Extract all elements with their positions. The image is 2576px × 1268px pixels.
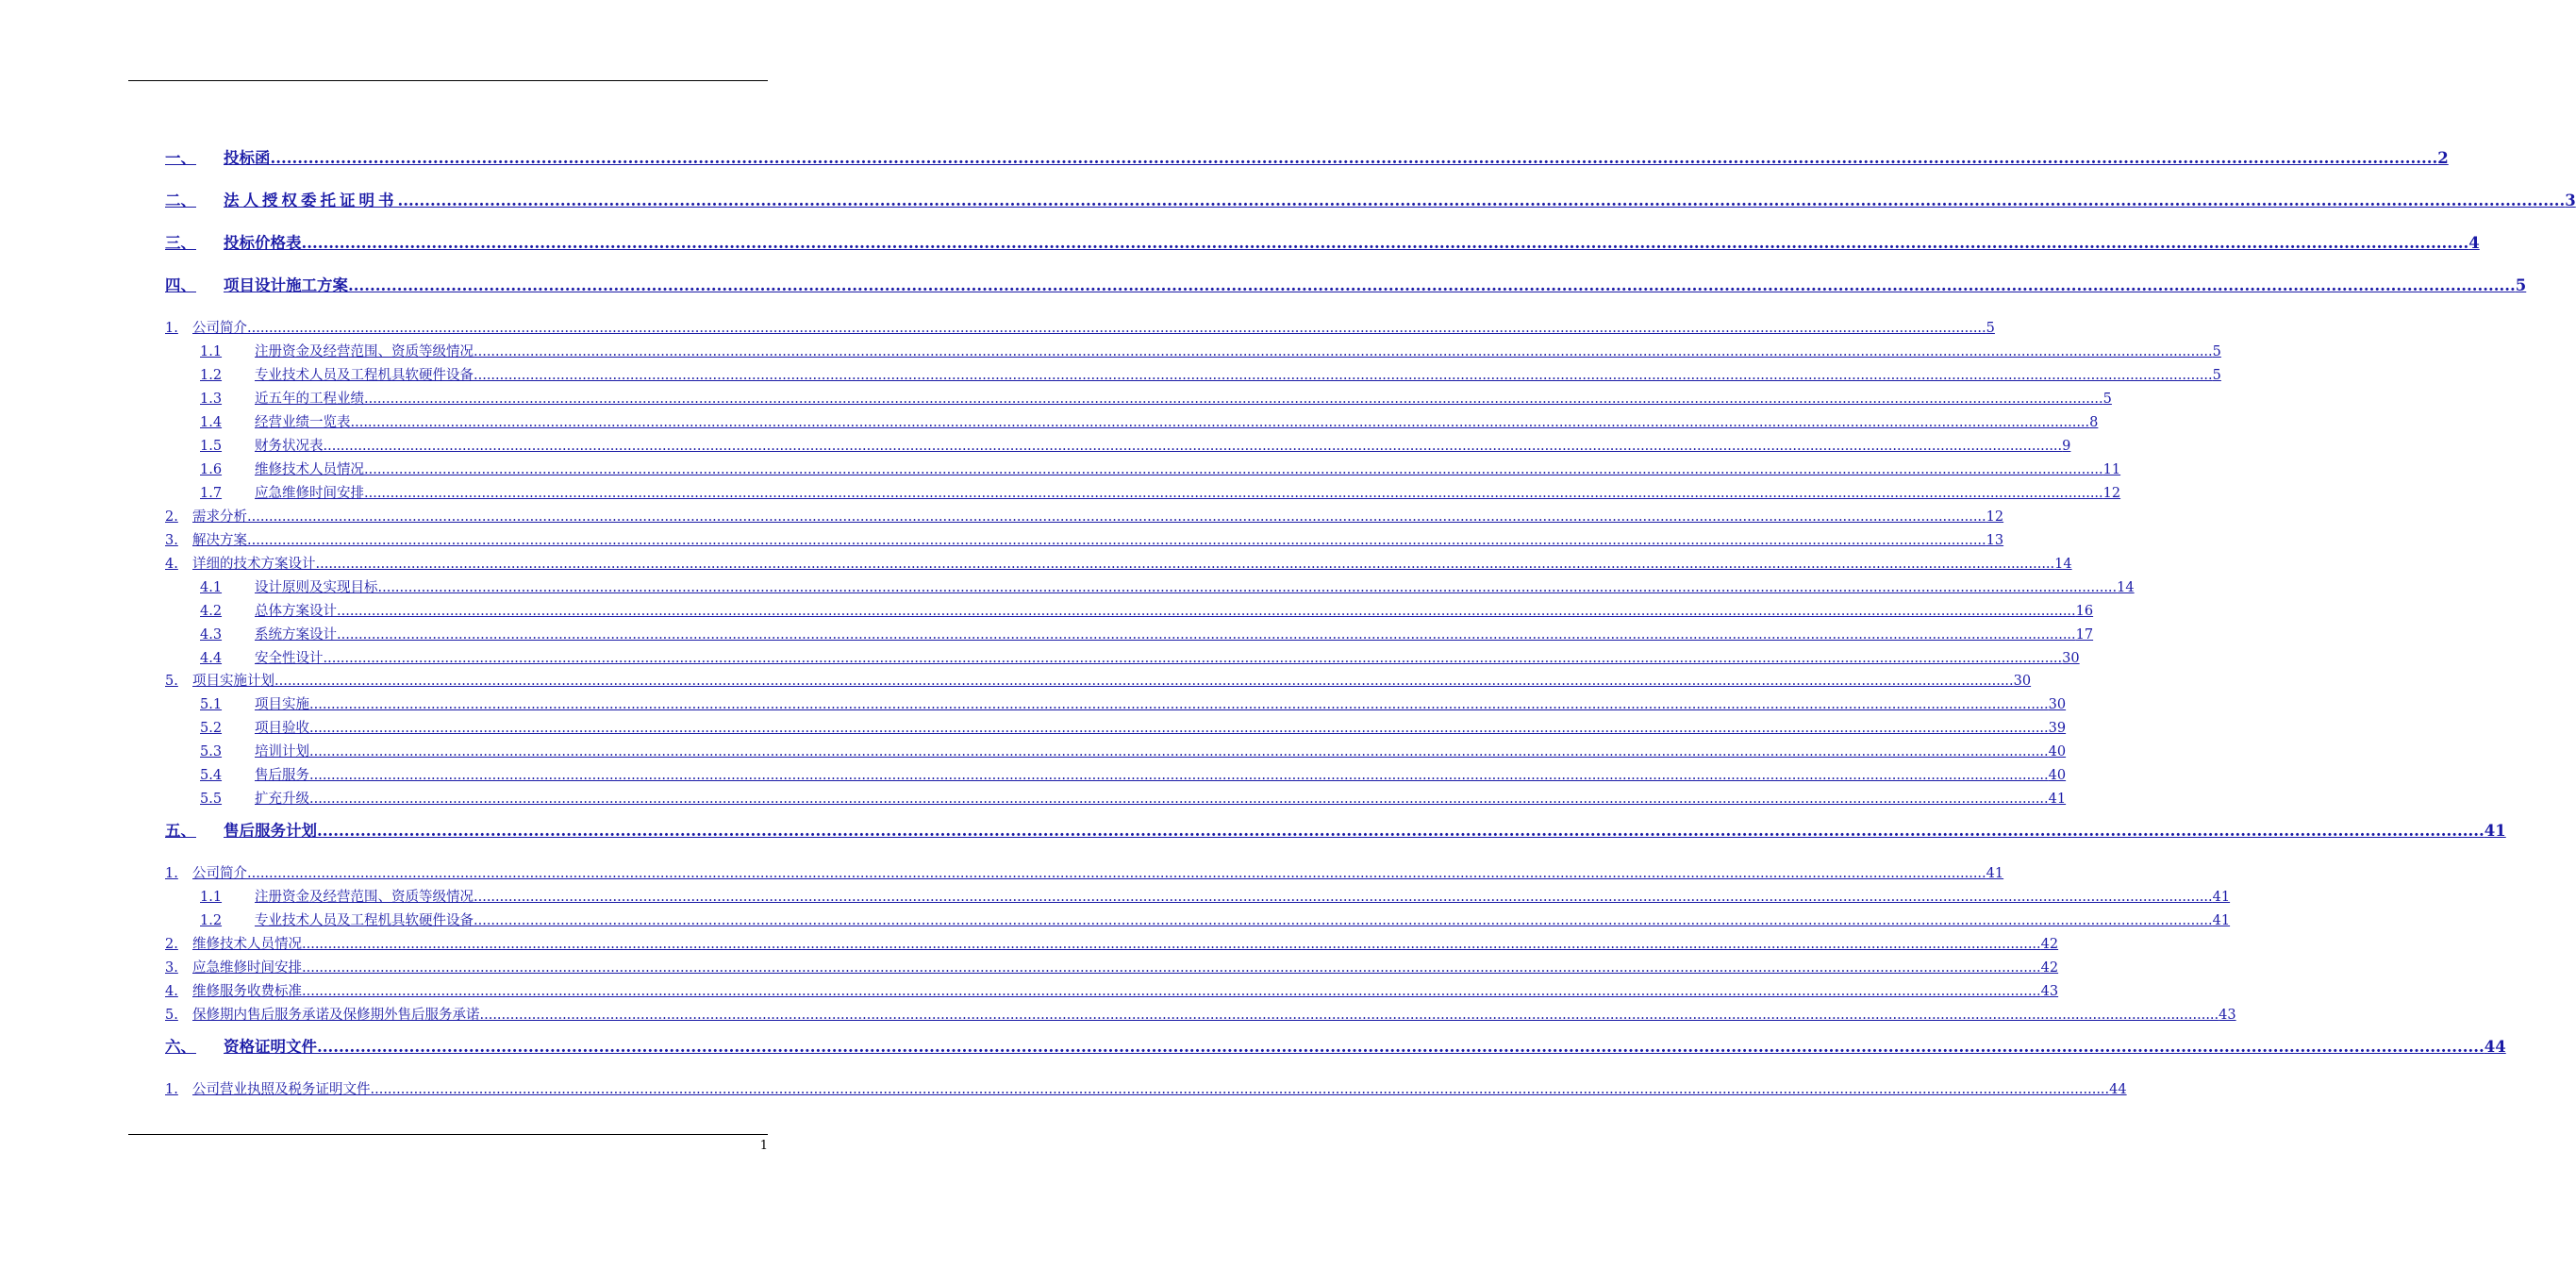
toc-entry-page: 2 (2437, 149, 2449, 167)
toc-entry-level3[interactable] (200, 578, 2135, 597)
toc-entry-title: 法人授权委托证明书 (224, 192, 398, 209)
toc-entry-number: 三、 (165, 234, 196, 252)
toc-leader-dots: ................................................................................................................................................................................................................................................................................................................................................................................................................ (302, 960, 2041, 976)
toc-leader-dots: ................................................................................................................................................................................................................................................................................................................................................................................................................ (323, 439, 2063, 454)
toc-entry-title: 应急维修时间安排 (192, 960, 302, 976)
toc-entry-number: 5.4 (200, 768, 223, 783)
toc-entry-level3[interactable] (200, 484, 2121, 503)
toc-entry-title: 保修期内售后服务承诺及保修期外售后服务承诺 (192, 1008, 480, 1023)
toc-leader-dots: ................................................................................................................................................................................................................................................................................................................................................................................................................ (270, 149, 2438, 167)
toc-entry-page: 5 (2212, 368, 2221, 383)
toc-entry-number: 4.3 (200, 627, 223, 642)
toc-entry-level2[interactable] (165, 864, 2004, 883)
toc-entry-title: 公司简介 (192, 321, 247, 336)
toc-entry-level3[interactable] (200, 460, 2121, 479)
toc-entry-page: 43 (2040, 984, 2059, 999)
toc-entry-number: 1. (165, 866, 178, 881)
toc-entry-number: 1.2 (200, 368, 223, 383)
toc-entry-page: 43 (2219, 1008, 2236, 1023)
toc-entry-number: 5.5 (200, 792, 223, 807)
toc-leader-dots: ................................................................................................................................................................................................................................................................................................................................................................................................................ (348, 276, 2516, 294)
page-number: 1 (759, 1139, 768, 1153)
toc-entry-page: 5 (2212, 344, 2221, 359)
toc-entry-page: 41 (1986, 866, 2004, 881)
toc-leader-dots: ................................................................................................................................................................................................................................................................................................................................................................................................................ (364, 486, 2103, 501)
toc-leader-dots: ................................................................................................................................................................................................................................................................................................................................................................................................................ (474, 913, 2213, 928)
toc-entry-level3[interactable] (200, 390, 2112, 409)
toc-leader-dots: ................................................................................................................................................................................................................................................................................................................................................................................................................ (337, 627, 2076, 642)
toc-entry-level1[interactable] (165, 233, 2480, 254)
toc-entry-title: 安全性设计 (255, 651, 324, 666)
toc-entry-level2[interactable] (165, 319, 1995, 338)
toc-entry-page: 13 (1986, 533, 2004, 548)
toc-entry-number: 一、 (165, 149, 196, 167)
toc-entry-level3[interactable] (200, 790, 2067, 809)
toc-entry-page: 5 (1986, 321, 1995, 336)
toc-entry-number: 四、 (165, 276, 196, 294)
toc-entry-number: 1.1 (200, 890, 223, 905)
toc-entry-number: 五、 (165, 822, 196, 840)
toc-entry-level1[interactable] (165, 821, 2506, 842)
toc-leader-dots: ................................................................................................................................................................................................................................................................................................................................................................................................................ (274, 674, 2014, 689)
toc-entry-level3[interactable] (200, 766, 2067, 785)
toc-entry-number: 1. (165, 1082, 178, 1097)
toc-leader-dots: ................................................................................................................................................................................................................................................................................................................................................................................................................ (364, 462, 2103, 477)
toc-entry-level1[interactable] (165, 275, 2527, 296)
toc-entry-title: 维修技术人员情况 (255, 462, 364, 477)
toc-entry-number: 1.7 (200, 486, 223, 501)
toc-entry-number: 1.1 (200, 344, 223, 359)
toc-entry-level2[interactable] (165, 555, 2072, 574)
toc-entry-level3[interactable] (200, 719, 2067, 738)
toc-leader-dots: ................................................................................................................................................................................................................................................................................................................................................................................................................ (309, 697, 2049, 712)
toc-entry-page: 40 (2048, 768, 2067, 783)
toc-entry-title: 总体方案设计 (255, 604, 337, 619)
toc-entry-number: 3. (165, 960, 178, 976)
toc-leader-dots: ................................................................................................................................................................................................................................................................................................................................................................................................................ (350, 415, 2090, 430)
toc-leader-dots: ................................................................................................................................................................................................................................................................................................................................................................................................................ (247, 321, 1986, 336)
toc-entry-title: 设计原则及实现目标 (255, 580, 378, 595)
toc-entry-level2[interactable] (165, 1080, 2127, 1099)
toc-entry-level3[interactable] (200, 742, 2067, 761)
toc-entry-level1[interactable] (165, 191, 2576, 211)
toc-entry-page: 11 (2102, 462, 2121, 477)
toc-entry-title: 培训计划 (255, 744, 309, 759)
toc-entry-page: 17 (2075, 627, 2094, 642)
toc-entry-number: 5.2 (200, 721, 223, 736)
toc-leader-dots: ................................................................................................................................................................................................................................................................................................................................................................................................................ (370, 1082, 2110, 1097)
toc-entry-level3[interactable] (200, 911, 2231, 930)
toc-entry-number: 5.1 (200, 697, 223, 712)
toc-entry-level2[interactable] (165, 1006, 2236, 1025)
toc-entry-title: 售后服务计划 (224, 822, 317, 840)
toc-entry-title: 售后服务 (255, 768, 309, 783)
toc-leader-dots: ................................................................................................................................................................................................................................................................................................................................................................................................................ (474, 368, 2213, 383)
toc-entry-page: 8 (2089, 415, 2099, 430)
toc-entry-level3[interactable] (200, 649, 2080, 668)
toc-entry-title: 财务状况表 (255, 439, 324, 454)
toc-entry-number: 5. (165, 1008, 178, 1023)
toc-leader-dots: ................................................................................................................................................................................................................................................................................................................................................................................................................ (317, 822, 2485, 840)
toc-entry-number: 2. (165, 937, 178, 952)
toc-entry-title: 详细的技术方案设计 (192, 557, 316, 572)
toc-entry-title: 投标函 (224, 149, 271, 167)
toc-entry-number: 5. (165, 674, 178, 689)
toc-entry-number: 3. (165, 533, 178, 548)
toc-entry-page: 41 (2484, 822, 2506, 840)
toc-entry-title: 投标价格表 (224, 234, 302, 252)
toc-entry-level3[interactable] (200, 626, 2094, 644)
toc-entry-number: 4. (165, 557, 178, 572)
toc-entry-level2[interactable] (165, 508, 2004, 526)
toc-entry-title: 资格证明文件 (224, 1038, 317, 1056)
toc-entry-page: 30 (2062, 651, 2080, 666)
toc-leader-dots: ................................................................................................................................................................................................................................................................................................................................................................................................................ (302, 937, 2041, 952)
toc-entry-level3[interactable] (200, 342, 2221, 361)
toc-leader-dots: ................................................................................................................................................................................................................................................................................................................................................................................................................ (315, 557, 2055, 572)
toc-leader-dots: ................................................................................................................................................................................................................................................................................................................................................................................................................ (364, 392, 2103, 407)
toc-entry-page: 16 (2075, 604, 2094, 619)
toc-entry-number: 六、 (165, 1038, 196, 1056)
toc-entry-title: 项目验收 (255, 721, 309, 736)
toc-entry-title: 专业技术人员及工程机具软硬件设备 (255, 913, 474, 928)
toc-leader-dots: ................................................................................................................................................................................................................................................................................................................................................................................................................ (301, 234, 2469, 252)
toc-leader-dots: ................................................................................................................................................................................................................................................................................................................................................................................................................ (317, 1038, 2485, 1056)
toc-leader-dots: ................................................................................................................................................................................................................................................................................................................................................................................................................ (474, 344, 2213, 359)
toc-leader-dots: ................................................................................................................................................................................................................................................................................................................................................................................................................ (323, 651, 2063, 666)
footer-rule (128, 1134, 768, 1135)
toc-entry-number: 4. (165, 984, 178, 999)
toc-entry-number: 1.5 (200, 439, 223, 454)
toc-entry-title: 解决方案 (192, 533, 247, 548)
toc-entry-page: 4 (2468, 234, 2480, 252)
toc-entry-title: 专业技术人员及工程机具软硬件设备 (255, 368, 474, 383)
toc-entry-page: 40 (2048, 744, 2067, 759)
toc-entry-page: 5 (2102, 392, 2112, 407)
toc-entry-page: 12 (1986, 509, 2004, 525)
toc-entry-page: 42 (2040, 937, 2059, 952)
toc-entry-title: 项目实施计划 (192, 674, 274, 689)
toc-entry-level3[interactable] (200, 602, 2094, 621)
toc-entry-page: 39 (2048, 721, 2067, 736)
toc-entry-page: 12 (2102, 486, 2121, 501)
toc-entry-level1[interactable] (165, 1037, 2506, 1058)
toc-entry-page: 42 (2040, 960, 2059, 976)
toc-entry-title: 公司简介 (192, 866, 247, 881)
toc-leader-dots: ................................................................................................................................................................................................................................................................................................................................................................................................................ (247, 533, 1986, 548)
toc-entry-level2[interactable] (165, 959, 2059, 977)
toc-entry-title: 注册资金及经营范围、资质等级情况 (255, 890, 474, 905)
toc-leader-dots: ................................................................................................................................................................................................................................................................................................................................................................................................................ (309, 744, 2049, 759)
toc-entry-title: 项目设计施工方案 (224, 276, 348, 294)
toc-entry-level3[interactable] (200, 413, 2099, 432)
toc-entry-title: 应急维修时间安排 (255, 486, 364, 501)
toc-entry-level2[interactable] (165, 672, 2032, 691)
toc-entry-level3[interactable] (200, 888, 2231, 907)
toc-entry-page: 30 (2013, 674, 2032, 689)
toc-entry-title: 维修服务收费标准 (192, 984, 302, 999)
toc-entry-level3[interactable] (200, 437, 2071, 456)
toc-entry-title: 经营业绩一览表 (255, 415, 351, 430)
toc-entry-title: 公司营业执照及税务证明文件 (192, 1082, 371, 1097)
toc-entry-title: 近五年的工程业绩 (255, 392, 364, 407)
toc-leader-dots: ................................................................................................................................................................................................................................................................................................................................................................................................................ (302, 984, 2041, 999)
toc-entry-level2[interactable] (165, 982, 2059, 1001)
toc-leader-dots: ................................................................................................................................................................................................................................................................................................................................................................................................................ (247, 509, 1986, 525)
toc-entry-number: 5.3 (200, 744, 223, 759)
toc-entry-page: 5 (2515, 276, 2527, 294)
toc-entry-level3[interactable] (200, 366, 2221, 385)
toc-entry-number: 2. (165, 509, 178, 525)
toc-entry-page: 44 (2109, 1082, 2127, 1097)
toc-leader-dots: ................................................................................................................................................................................................................................................................................................................................................................................................................ (309, 792, 2049, 807)
toc-entry-number: 1.3 (200, 392, 223, 407)
toc-leader-dots: ................................................................................................................................................................................................................................................................................................................................................................................................................ (309, 768, 2049, 783)
toc-entry-title: 扩充升级 (255, 792, 309, 807)
toc-entry-page: 41 (2048, 792, 2067, 807)
toc-entry-title: 维修技术人员情况 (192, 937, 302, 952)
toc-entry-page: 41 (2212, 890, 2231, 905)
toc-entry-page: 44 (2484, 1038, 2506, 1056)
toc-entry-page: 41 (2212, 913, 2231, 928)
toc-leader-dots: ................................................................................................................................................................................................................................................................................................................................................................................................................ (247, 866, 1986, 881)
header-rule (128, 80, 768, 81)
toc-entry-number: 1.2 (200, 913, 223, 928)
toc-entry-number: 4.4 (200, 651, 223, 666)
toc-entry-level3[interactable] (200, 695, 2067, 714)
toc-entry-number: 二、 (165, 192, 196, 209)
toc-entry-title: 需求分析 (192, 509, 247, 525)
toc-entry-title: 系统方案设计 (255, 627, 337, 642)
toc-leader-dots: ................................................................................................................................................................................................................................................................................................................................................................................................................ (474, 890, 2213, 905)
toc-entry-number: 1.6 (200, 462, 223, 477)
toc-entry-page: 30 (2048, 697, 2067, 712)
toc-entry-level1[interactable] (165, 148, 2449, 169)
toc-entry-number: 4.1 (200, 580, 223, 595)
toc-entry-level2[interactable] (165, 531, 2004, 550)
toc-entry-number: 1. (165, 321, 178, 336)
toc-leader-dots: ................................................................................................................................................................................................................................................................................................................................................................................................................ (479, 1008, 2219, 1023)
toc-entry-page: 14 (2054, 557, 2072, 572)
toc-leader-dots: ................................................................................................................................................................................................................................................................................................................................................................................................................ (397, 192, 2566, 209)
toc-leader-dots: ................................................................................................................................................................................................................................................................................................................................................................................................................ (377, 580, 2118, 595)
toc-entry-number: 1.4 (200, 415, 223, 430)
toc-entry-page: 3 (2565, 192, 2576, 209)
toc-leader-dots: ................................................................................................................................................................................................................................................................................................................................................................................................................ (337, 604, 2076, 619)
toc-entry-level2[interactable] (165, 935, 2059, 954)
toc-entry-page: 14 (2117, 580, 2135, 595)
toc-entry-number: 4.2 (200, 604, 223, 619)
toc-entry-page: 9 (2062, 439, 2071, 454)
toc-entry-title: 注册资金及经营范围、资质等级情况 (255, 344, 474, 359)
toc-entry-title: 项目实施 (255, 697, 309, 712)
toc-leader-dots: ................................................................................................................................................................................................................................................................................................................................................................................................................ (309, 721, 2049, 736)
